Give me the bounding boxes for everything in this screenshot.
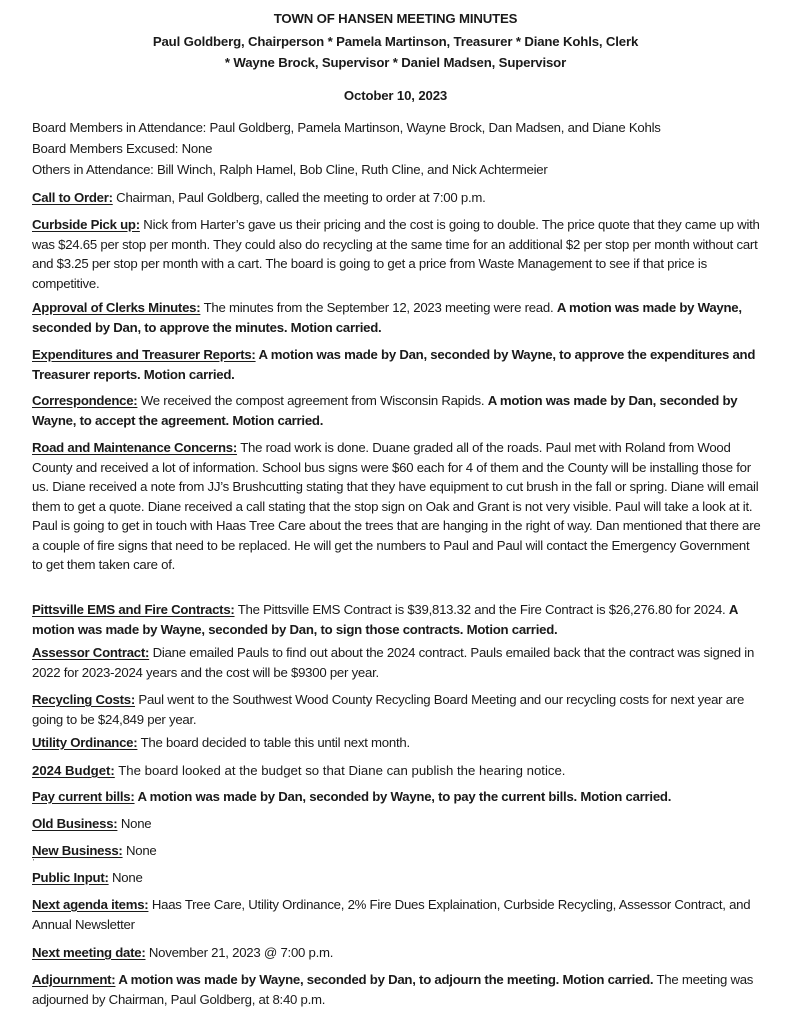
- section-label: New Business:: [32, 843, 123, 858]
- section-text: Diane emailed Pauls to find out about the 2024 contract. Pauls emailed back that the contract was signed in 2022 for 2023-2024 years and the cost will be $9300 per year.: [32, 645, 755, 680]
- section-label: Next agenda items:: [32, 897, 149, 912]
- section-label: Call to Order:: [32, 190, 113, 205]
- section-road-maintenance: [32, 438, 762, 575]
- section-clerks-minutes: [32, 298, 762, 337]
- section-label: Pay current bills:: [32, 789, 135, 804]
- section-text: Paul went to the Southwest Wood County Recycling Board Meeting and our recycling costs for next year are going to be $24,849 per year.: [32, 692, 745, 727]
- meeting-date: October 10, 2023: [343, 88, 448, 103]
- section-label: Curbside Pick up:: [32, 217, 140, 232]
- section-label: Utility Ordinance:: [32, 735, 138, 750]
- section-pittsville-contracts: [32, 600, 762, 639]
- section-text: None: [122, 843, 157, 858]
- motion-text: A motion was made by Wayne, seconded by Dan, to approve the minutes. Motion carried.: [32, 300, 742, 335]
- section-label: Expenditures and Treasurer Reports:: [32, 347, 256, 362]
- section-old-business: [32, 814, 762, 834]
- section-next-meeting-date: [32, 943, 762, 963]
- section-label: Adjournment:: [32, 972, 116, 987]
- section-utility-ordinance: [32, 733, 762, 753]
- officers-line-1: Paul Goldberg, Chairperson * Pamela Martinson, Treasurer * Diane Kohls, Clerk: [152, 34, 639, 49]
- section-next-agenda-items: [32, 895, 762, 934]
- section-label: Recycling Costs:: [32, 692, 135, 707]
- attendance-present: Board Members in Attendance: Paul Goldberg, Pamela Martinson, Wayne Brock, Dan Madsen, and Diane Kohls: [32, 120, 661, 135]
- section-adjournment: [32, 970, 762, 1009]
- section-new-business: [32, 841, 762, 861]
- section-label: Pittsville EMS and Fire Contracts:: [32, 602, 235, 617]
- section-text: We received the compost agreement from Wisconsin Rapids.: [137, 393, 488, 408]
- section-text: None: [117, 816, 152, 831]
- section-call-to-order: [32, 188, 762, 208]
- section-text: None: [108, 870, 143, 885]
- section-text: Chairman, Paul Goldberg, called the meeting to order at 7:00 p.m.: [112, 190, 486, 205]
- section-label: Approval of Clerks Minutes:: [32, 300, 201, 315]
- section-public-input: [32, 868, 762, 888]
- section-label: Public Input:: [32, 870, 109, 885]
- document-title: TOWN OF HANSEN MEETING MINUTES: [273, 11, 518, 26]
- section-text: The Pittsville EMS Contract is $39,813.32 and the Fire Contract is $26,276.80 for 2024.: [234, 602, 729, 617]
- section-text: Haas Tree Care, Utility Ordinance, 2% Fire Dues Explaination, Curbside Recycling, Assessor Contract, and Annual Newsletter: [32, 897, 751, 932]
- section-pay-current-bills: [32, 787, 762, 807]
- section-assessor-contract: [32, 643, 762, 682]
- section-text: The meeting was adjourned by Chairman, Paul Goldberg, at 8:40 p.m.: [32, 972, 754, 1007]
- section-label: Next meeting date:: [32, 945, 146, 960]
- section-text: The board looked at the budget so that Diane can publish the hearing notice.: [114, 763, 566, 778]
- section-label: Road and Maintenance Concerns:: [32, 440, 238, 455]
- section-text: November 21, 2023 @ 7:00 p.m.: [145, 945, 334, 960]
- section-label: Old Business:: [32, 816, 118, 831]
- attendance-others: Others in Attendance: Bill Winch, Ralph Hamel, Bob Cline, Ruth Cline, and Nick Achtermeier: [32, 162, 548, 177]
- section-curbside-pickup: [32, 215, 762, 293]
- motion-text: A motion was made by Wayne, seconded by Dan, to sign those contracts. Motion carried.: [32, 602, 738, 637]
- section-text: The board decided to table this until next month.: [137, 735, 410, 750]
- section-correspondence: [32, 391, 762, 430]
- section-label: 2024 Budget:: [32, 763, 115, 778]
- motion-text: A motion was made by Dan, seconded by Wayne, to pay the current bills. Motion carried.: [134, 789, 672, 804]
- section-text: The minutes from the September 12, 2023 meeting were read.: [200, 300, 557, 315]
- section-label: Assessor Contract:: [32, 645, 150, 660]
- section-text: The road work is done. Duane graded all of the roads. Paul met with Roland from Wood County and received a lot of information. School bus signs were $60 each for 4 of them and the County will be installing those for us. Diane received a note from JJ’s Brushcutting stating that they have equipment to cut brush in the fall or spring. Diane will email them to get a quote. Diane received a call stating that the stop sign on Oak and Grant is not very visible. Paul will take a look at it. Paul is going to get in touch with Haas Tree Care about the trees that are hanging in the right of way. Dan mentioned that there are a couple of fire signs that need to be replaced. He will get the numbers to Paul and Paul will contact the Emergency Government to get them taken care of.: [32, 440, 761, 572]
- section-label: Correspondence:: [32, 393, 138, 408]
- motion-text: A motion was made by Wayne, seconded by Dan, to adjourn the meeting. Motion carried.: [115, 972, 654, 987]
- section-expenditures: [32, 345, 762, 384]
- motion-text: A motion was made by Dan, seconded by Wayne, to approve the expenditures and Treasurer reports. Motion carried.: [32, 347, 756, 382]
- section-recycling-costs: [32, 690, 762, 729]
- stray-mark: ': [33, 859, 35, 866]
- officers-line-2: * Wayne Brock, Supervisor * Daniel Madsen, Supervisor: [224, 55, 567, 70]
- motion-text: A motion was made by Dan, seconded by Wayne, to accept the agreement. Motion carried.: [32, 393, 738, 428]
- section-text: Nick from Harter’s gave us their pricing and the cost is going to double. The price quote that they came up with was $24.65 per stop per month. They could also do recycling at the same time for an additional $2 per stop per month without cart and $3.25 per stop per month with a cart. The board is going to get a price from Waste Management to see if that price is competitive.: [32, 217, 760, 291]
- section-2024-budget: [32, 761, 762, 781]
- attendance-excused: Board Members Excused: None: [32, 141, 213, 156]
